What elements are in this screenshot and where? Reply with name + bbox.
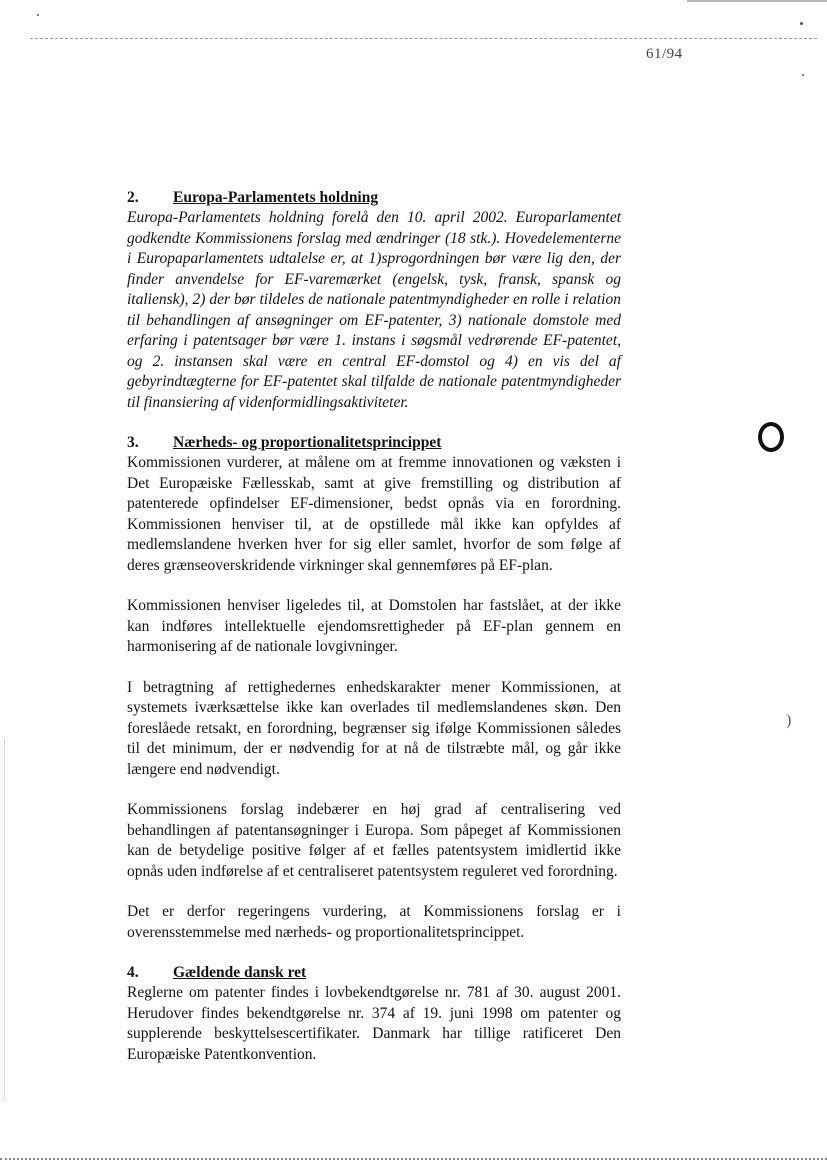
page-number: 61/94	[646, 46, 683, 62]
scan-speck	[37, 14, 39, 16]
section-number: 2.	[127, 189, 139, 206]
scan-margin-artifact	[4, 740, 5, 1100]
section-naerheds-og-proportionalitetsprincippet	[127, 433, 621, 943]
section-number: 4.	[127, 964, 139, 981]
paragraph: Reglerne om patenter findes i lovbekendtgørelse nr. 781 af 30. august 2001. Herudover findes bekendtgørelse nr. 374 af 19. juni 1998 om patenter og supplerende beskyttelsescertifikater. Danmark har tillige ratificeret Den Europæiske Patentkonvention.	[127, 984, 621, 1063]
paragraph: Det er derfor regeringens vurdering, at Kommissionens forslag er i overensstemmelse med nærheds- og proportionalitetsprincippet.	[127, 903, 621, 941]
section-title: Nærheds- og proportionalitetsprincippet	[173, 434, 442, 451]
scan-line-bottom	[0, 1158, 827, 1160]
section-heading	[127, 433, 621, 453]
section-title: Gældende dansk ret	[173, 964, 307, 981]
scan-line-top	[30, 38, 817, 39]
paragraph: Kommissionen vurderer, at målene om at fremme innovationen og væksten i Det Europæiske Fællesskab, samt at give fremstilling og distribution af patenterede opfindelser EF-dimensioner, bedst opnås via en forordning. Kommissionen henviser til, at de opstillede mål ikke kan opfyldes af medlemslandene hverken hver for sig eller samlet, hvorfor de som følge af deres grænseoverskridende virkninger skal gennemføres på EF-plan.	[127, 454, 621, 574]
scan-speck	[802, 74, 804, 76]
paragraph: Kommissionen henviser ligeledes til, at Domstolen har fastslået, at der ikke kan indføres intellektuelle ejendomsrettigheder på EF-plan gennem en harmonisering af de nationale lovgivninger.	[127, 597, 621, 655]
handwritten-circle-mark	[758, 422, 784, 452]
scan-edge-artifact	[687, 0, 827, 2]
section-gaeldende-dansk-ret	[127, 963, 621, 1065]
document-body	[127, 188, 621, 1085]
section-title: Europa-Parlamentets holdning	[173, 189, 379, 206]
paragraph: I betragtning af rettighedernes enhedskarakter mener Kommissionen, at systemets iværksættelse ikke kan overlades til medlemslandenes skøn. Den foreslåede retsakt, en forordning, begrænser sig ifølge Kommissionen således til det minimum, der er nødvendig for at nå de tilstræbte mål, og går ikke længere end nødvendigt.	[127, 678, 621, 778]
section-europa-parlamentets-holdning	[127, 188, 621, 413]
paragraph: Europa-Parlamentets holdning forelå den 10. april 2002. Europarlamentet godkendte Kommissionens forslag med ændringer (18 stk.). Hovedelementerne i Europaparlamentets udtalelse er, at 1)sprogordningen bør være lig den, der finder anvendelse for EF-varemærket (engelsk, tysk, fransk, spansk og italiensk), 2) der bør tildeles de nationale patentmyndigheder en rolle i relation til behandlingen af ansøgninger om EF-patenter, 3) nationale domstole med erfaring i patentsager bør være 1. instans i søgsmål vedrørende EF-patentet, og 2. instansen skal være en central EF-domstol og 4) en vis del af gebyrindtægterne for EF-patentet skal tilfalde de nationale patentmyndigheder til finansiering af videnformidlingsaktiviteter.	[127, 209, 621, 411]
section-heading	[127, 188, 621, 208]
scan-speck	[800, 22, 803, 25]
section-heading	[127, 963, 621, 983]
margin-mark: )	[786, 712, 792, 729]
paragraph: Kommissionens forslag indebærer en høj grad af centralisering ved behandlingen af patentansøgninger i Europa. Som påpeget af Kommissionen kan de betydelige positive følger af et fælles patentsystem imidlertid ikke opnås uden indførelse af et centraliseret patentsystem reguleret ved forordning.	[127, 801, 621, 880]
section-number: 3.	[127, 434, 139, 451]
